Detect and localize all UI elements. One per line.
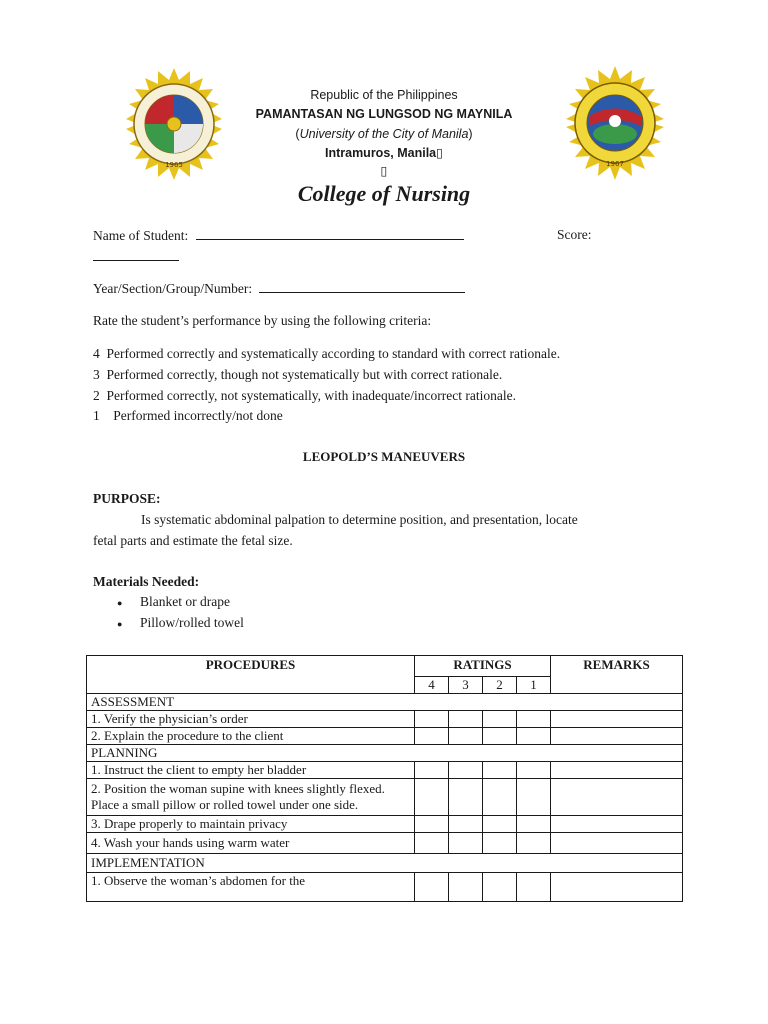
header-missing-glyph-line: ▯: [380, 164, 388, 178]
rating-cell[interactable]: [517, 762, 551, 779]
seal-left-year: 1965: [165, 161, 183, 169]
rating-cell[interactable]: [483, 816, 517, 833]
rating-cell[interactable]: [483, 873, 517, 902]
missing-glyph-icon: ▯: [436, 146, 444, 160]
procedure-step: 2. Explain the procedure to the client: [87, 728, 415, 745]
table-row: [87, 816, 683, 833]
procedure-step: 1. Observe the woman’s abdomen for the: [87, 873, 415, 902]
section-name: IMPLEMENTATION: [87, 854, 683, 873]
procedure-step: 1. Verify the physician’s order: [87, 711, 415, 728]
rating-cell[interactable]: [517, 833, 551, 854]
rating-cell[interactable]: [415, 816, 449, 833]
table-row: [87, 873, 683, 902]
purpose-text-line1: Is systematic abdominal palpation to determine position, and presentation, locate: [141, 512, 578, 527]
bullet-icon: ●: [117, 619, 123, 629]
rating-3-header: 3: [449, 677, 483, 694]
header-address-text: Intramuros, Manila: [324, 146, 437, 160]
header-address: [200, 145, 568, 160]
bullet-icon: ●: [117, 598, 123, 608]
score-label: Score:: [557, 227, 592, 242]
rating-cell[interactable]: [517, 728, 551, 745]
remarks-cell[interactable]: [551, 873, 683, 902]
col-remarks: REMARKS: [551, 656, 683, 694]
rating-cell[interactable]: [415, 711, 449, 728]
year-section-label: Year/Section/Group/Number:: [93, 281, 253, 296]
rating-1-header: 1: [517, 677, 551, 694]
remarks-cell[interactable]: [551, 711, 683, 728]
purpose-text-line2: fetal parts and estimate the fetal size.: [93, 533, 293, 548]
table-row: [87, 779, 683, 816]
rating-cell[interactable]: [483, 779, 517, 816]
table-header-row: [87, 656, 683, 677]
criteria-number: 2: [93, 388, 100, 403]
section-row-assessment: [87, 694, 683, 711]
criteria-item: [93, 346, 560, 362]
header-university-name: PAMANTASAN NG LUNGSOD NG MAYNILA: [255, 107, 513, 121]
paren-open: (: [295, 127, 300, 141]
rating-cell[interactable]: [415, 728, 449, 745]
rating-cell[interactable]: [415, 762, 449, 779]
rating-cell[interactable]: [483, 833, 517, 854]
remarks-cell[interactable]: [551, 762, 683, 779]
criteria-number: 1: [93, 408, 100, 423]
rating-cell[interactable]: [449, 728, 483, 745]
criteria-text: Performed correctly and systematically according to standard with correct rationale.: [106, 346, 561, 361]
rating-cell[interactable]: [449, 816, 483, 833]
section-title: LEOPOLD’S MANEUVERS: [302, 449, 466, 464]
rating-4-header: 4: [415, 677, 449, 694]
remarks-cell[interactable]: [551, 779, 683, 816]
rating-cell[interactable]: [415, 873, 449, 902]
rate-intro: Rate the student’s performance by using the following criteria:: [93, 313, 432, 328]
criteria-number: 3: [93, 367, 100, 382]
rating-cell[interactable]: [449, 762, 483, 779]
table-row: [87, 711, 683, 728]
procedure-step: 4. Wash your hands using warm water: [87, 833, 415, 854]
material-item: Pillow/rolled towel: [140, 615, 244, 630]
rating-cell[interactable]: [483, 711, 517, 728]
section-row-implementation: [87, 854, 683, 873]
year-section-blank-line[interactable]: [259, 280, 465, 293]
materials-label: Materials Needed:: [93, 574, 200, 589]
rating-cell[interactable]: [517, 816, 551, 833]
rating-cell[interactable]: [449, 779, 483, 816]
remarks-cell[interactable]: [551, 833, 683, 854]
col-ratings: RATINGS: [415, 656, 551, 677]
rating-cell[interactable]: [449, 711, 483, 728]
rating-cell[interactable]: [517, 711, 551, 728]
procedures-table: [86, 655, 683, 902]
remarks-cell[interactable]: [551, 728, 683, 745]
college-title: College of Nursing: [297, 181, 471, 206]
rating-cell[interactable]: [517, 779, 551, 816]
year-section-field[interactable]: [93, 280, 465, 297]
university-seal-right: [558, 66, 672, 180]
section-row-planning: [87, 745, 683, 762]
remarks-cell[interactable]: [551, 816, 683, 833]
table-row: [87, 762, 683, 779]
rating-cell[interactable]: [483, 728, 517, 745]
rating-cell[interactable]: [483, 762, 517, 779]
rating-cell[interactable]: [415, 833, 449, 854]
name-of-student-field[interactable]: [93, 227, 464, 244]
header-university-italic: University of the City of Manila: [299, 127, 469, 141]
table-row: [87, 728, 683, 745]
col-procedures: PROCEDURES: [87, 656, 415, 694]
name-blank-line[interactable]: [196, 227, 464, 240]
criteria-item: [93, 367, 502, 383]
section-name: ASSESSMENT: [87, 694, 683, 711]
purpose-label: PURPOSE:: [93, 491, 161, 506]
procedure-step: 1. Instruct the client to empty her bladder: [87, 762, 415, 779]
section-name: PLANNING: [87, 745, 683, 762]
criteria-number: 4: [93, 346, 100, 361]
paren-close: ): [468, 127, 473, 141]
criteria-item: [93, 408, 283, 424]
rating-cell[interactable]: [449, 833, 483, 854]
rating-cell[interactable]: [449, 873, 483, 902]
criteria-text: Performed correctly, though not systematically but with correct rationale.: [106, 367, 503, 382]
criteria-text: Performed incorrectly/not done: [113, 408, 283, 423]
header-republic: Republic of the Philippines: [310, 88, 458, 102]
table-row: [87, 833, 683, 854]
rating-cell[interactable]: [415, 779, 449, 816]
criteria-text: Performed correctly, not systematically, with inadequate/incorrect rationale.: [106, 388, 516, 403]
material-item: Blanket or drape: [140, 594, 230, 609]
seal-right-year: 1967: [606, 160, 624, 168]
header-university-english: [200, 127, 568, 141]
rating-cell[interactable]: [517, 873, 551, 902]
score-blank-line[interactable]: [93, 248, 179, 261]
procedure-step: 2. Position the woman supine with knees slightly flexed. Place a small pillow or rolled towel under one side.: [87, 779, 415, 816]
procedure-step: 3. Drape properly to maintain privacy: [87, 816, 415, 833]
criteria-item: [93, 388, 516, 404]
rating-2-header: 2: [483, 677, 517, 694]
name-label: Name of Student:: [93, 228, 189, 243]
